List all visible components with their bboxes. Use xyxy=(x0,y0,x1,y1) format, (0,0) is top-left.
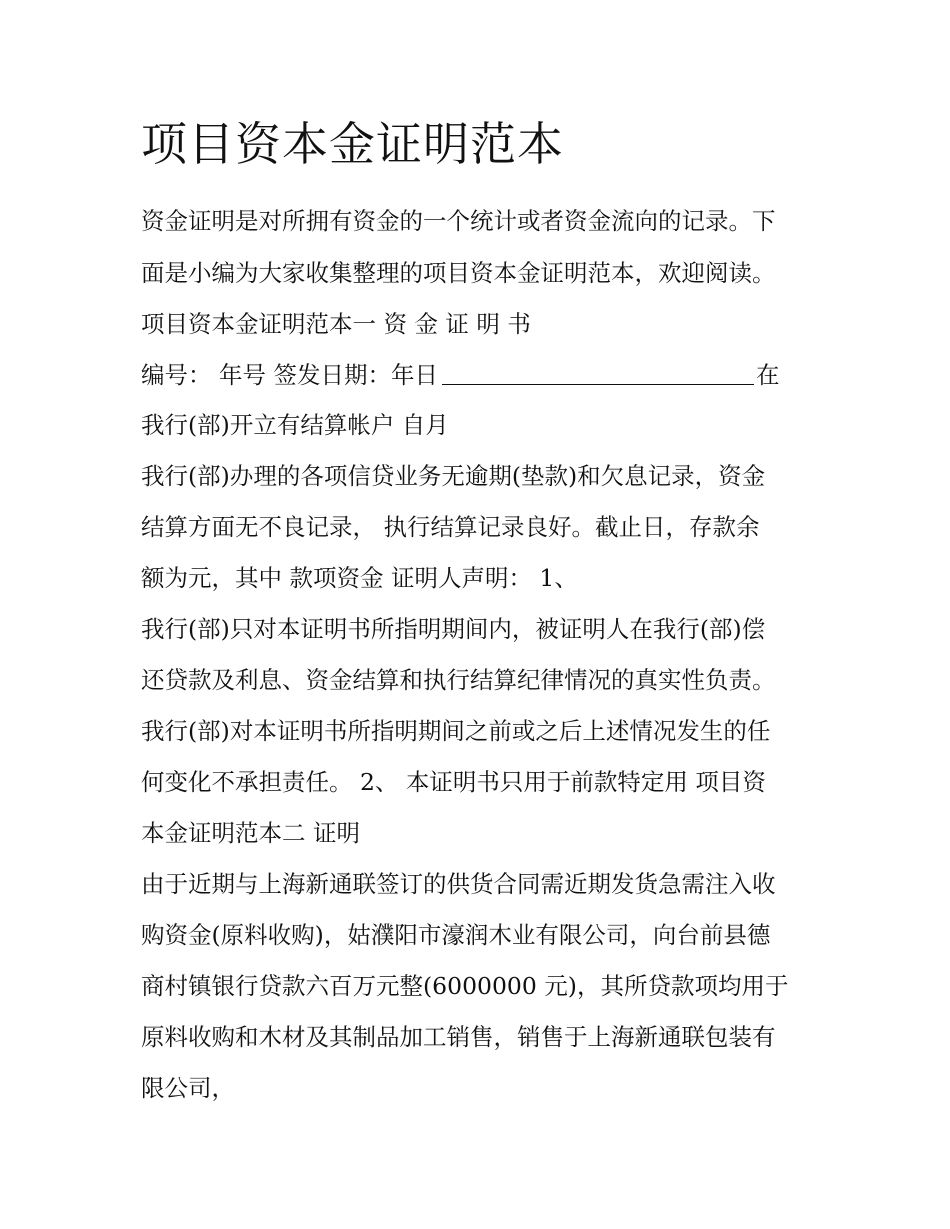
body-line: 面是小编为大家收集整理的项目资本金证明范本，欢迎阅读。 xyxy=(141,259,776,287)
body-line: 额为元，其中 款项资金 证明人声明： 1、 xyxy=(141,564,578,592)
serial-date-line xyxy=(141,358,779,392)
body-line: 原料收购和木材及其制品加工销售，销售于上海新通联包装有 xyxy=(141,1023,776,1051)
body-line: 限公司， xyxy=(141,1074,235,1102)
body-line: 还贷款及利息、资金结算和执行结算纪律情况的真实性负责。 xyxy=(141,666,776,694)
body-line: 我行(部)办理的各项信贷业务无逾期(垫款)和欠息记录，资金 xyxy=(141,462,766,490)
body-line: 购资金(原料收购)，姑濮阳市濠润木业有限公司，向台前县德 xyxy=(141,921,771,949)
body-line: 本金证明范本二 证明 xyxy=(141,819,360,847)
body-line: 商村镇银行贷款六百万元整(6000000 元)，其所贷款项均用于 xyxy=(141,972,789,1000)
blank-fill-field xyxy=(442,362,754,385)
body-line: 我行(部)开立有结算帐户 自月 xyxy=(141,411,449,439)
body-line: 我行(部)对本证明书所指明期间之前或之后上述情况发生的任 xyxy=(141,717,771,745)
body-line: 资金证明是对所拥有资金的一个统计或者资金流向的记录。下 xyxy=(141,207,776,235)
serial-date-label: 编号： 年号 签发日期：年日 xyxy=(141,361,438,389)
at-label: 在 xyxy=(755,361,780,389)
document-title: 项目资本金证明范本 xyxy=(141,117,564,171)
body-line: 何变化不承担责任。 2、 本证明书只用于前款特定用 项目资 xyxy=(141,768,766,796)
body-line: 我行(部)只对本证明书所指明期间内，被证明人在我行(部)偿 xyxy=(141,615,766,643)
body-line: 由于近期与上海新通联签订的供货合同需近期发货急需注入收 xyxy=(141,870,776,898)
body-line: 结算方面无不良记录， 执行结算记录良好。截止日，存款余 xyxy=(141,513,760,541)
body-line: 项目资本金证明范本一 资 金 证 明 书 xyxy=(141,310,531,338)
